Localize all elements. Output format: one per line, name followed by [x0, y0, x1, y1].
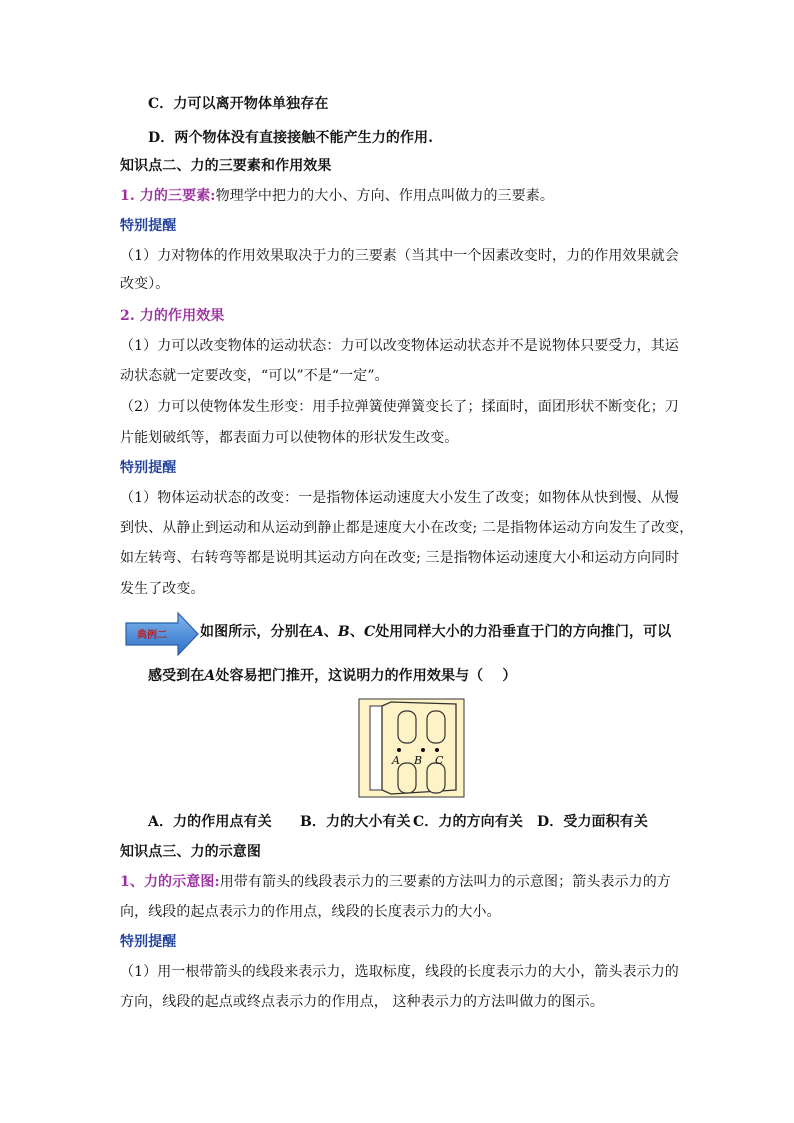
tip-2-line-4: 发生了改变。: [120, 581, 205, 597]
door-figure: [358, 698, 465, 798]
example-2-question-line-2: [148, 666, 516, 686]
section-3-p1-line-2: 向，线段的起点表示力的作用点，线段的长度表示力的大小。: [120, 904, 501, 920]
example-2-option-a: A．力的作用点有关: [148, 814, 272, 830]
tip-1-title: 特别提醒: [120, 218, 177, 234]
section-3-title: 知识点三、力的示意图: [120, 844, 261, 860]
q2-point-a: A: [204, 668, 216, 684]
tip-2-line-2: 到快、从静止到运动和从运动到静止都是速度大小在改变; 二是指物体运动方向发生了改变，: [120, 520, 694, 536]
q1-point-c: C: [363, 624, 376, 640]
section-3-p1-text: 用带有箭头的线段表示力的三要素的方法叫力的示意图；箭头表示力的方: [219, 874, 671, 890]
example-2-option-b: B．力的大小有关: [300, 814, 411, 830]
q1-point-b: B: [337, 624, 350, 640]
tip-3-line-2: 方向，线段的起点或终点表示力的作用点， 这种表示力的方法叫做力的图示。: [120, 994, 604, 1010]
q1-text-b: 处用同样大小的力沿垂直于门的方向推门，可以: [375, 624, 672, 640]
q2-text-b: 处容易把门推开，这说明力的作用效果与（ ）: [215, 668, 517, 684]
door-panel-upper-right: [427, 711, 445, 743]
door-opening: [370, 706, 382, 790]
tip-1-line-1: （1）力对物体的作用效果取决于力的三要素（当其中一个因素改变时，力的作用效果就会: [120, 248, 679, 264]
q1-text-a: 如图所示，分别在: [200, 624, 313, 640]
q1-sep-1: 、: [323, 624, 338, 640]
option-d-prev: D．两个物体没有直接接触不能产生力的作用.: [148, 130, 434, 146]
section-2-p2-line-2: 动状态就一定要改变，“可以”不是“一定”。: [120, 368, 389, 384]
figure-label-b: B: [414, 754, 423, 767]
door-panel-lower-right: [427, 763, 445, 793]
tip-2-line-1: （1）物体运动状态的改变：一是指物体运动速度大小发生了改变；如物体从快到慢、从慢: [120, 490, 679, 506]
tip-2-title: 特别提醒: [120, 460, 177, 476]
figure-label-a: A: [392, 754, 400, 767]
badge-label: 典例二: [137, 630, 167, 641]
q2-text-a: 感受到在: [148, 668, 205, 684]
example-2-option-c: C．力的方向有关: [413, 814, 523, 830]
point-b-dot: [421, 748, 425, 752]
section-2-p1-text: 物理学中把力的大小、方向、作用点叫做力的三要素。: [215, 188, 554, 204]
door-panel-upper-left: [398, 711, 416, 743]
section-2-p1-label: 1. 力的三要素:: [120, 188, 216, 204]
tip-3-line-1: （1）用一根带箭头的线段来表示力，选取标度，线段的长度表示力的大小，箭头表示力的: [120, 964, 679, 980]
section-2-title: 知识点二、力的三要素和作用效果: [120, 158, 332, 174]
section-2-p2-line-3: （2）力可以使物体发生形变：用手拉弹簧使弹簧变长了；揉面时，面团形状不断变化；刀: [120, 399, 679, 415]
section-2-p2-line-1: （1）力可以改变物体的运动状态：力可以改变物体运动状态并不是说物体只要受力，其运: [120, 338, 679, 354]
option-c-prev: C．力可以离开物体单独存在: [148, 96, 329, 112]
example-badge: [124, 611, 200, 657]
tip-2-line-3: 如左转弯、右转弯等都是说明其运动方向在改变; 三是指物体运动速度大小和运动方向同时: [120, 550, 680, 566]
section-2-p2-label: 2. 力的作用效果: [120, 308, 225, 324]
door-panel-lower-left: [398, 763, 416, 793]
point-c-dot: [435, 748, 439, 752]
q1-point-a: A: [312, 624, 324, 640]
figure-label-c: C: [435, 754, 444, 767]
example-2-question-line-1: [200, 622, 671, 642]
section-3-p1-line-1: [120, 872, 671, 892]
section-2-p2-line-4: 片能划破纸等，都表面力可以使物体的形状发生改变。: [120, 430, 459, 446]
example-2-option-d: D．受力面积有关: [537, 814, 648, 830]
section-3-p1-label: 1、力的示意图:: [120, 874, 220, 890]
tip-1-line-2: 改变）。: [120, 276, 170, 292]
q1-sep-2: 、: [349, 624, 364, 640]
section-2-p1: [120, 186, 554, 206]
point-a-dot: [397, 748, 401, 752]
tip-3-title: 特别提醒: [120, 934, 177, 950]
